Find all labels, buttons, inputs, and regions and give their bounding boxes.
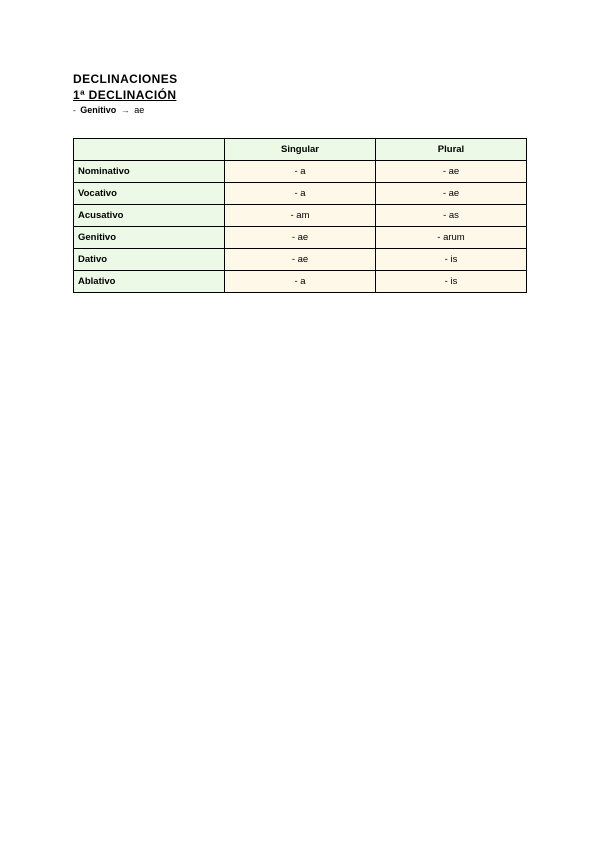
- case-label: Acusativo: [74, 205, 225, 227]
- table-row: [74, 183, 527, 205]
- plural-ending: - arum: [376, 227, 527, 249]
- note-value: ae: [134, 105, 145, 115]
- right-arrow-icon: →: [120, 105, 130, 115]
- table-row: [74, 227, 527, 249]
- header-singular: Singular: [225, 139, 376, 161]
- table-row: [74, 161, 527, 183]
- table-row: [74, 271, 527, 293]
- note-bullet: -: [73, 106, 76, 115]
- singular-ending: - ae: [225, 227, 376, 249]
- case-label: Vocativo: [74, 183, 225, 205]
- plural-ending: - ae: [376, 161, 527, 183]
- plural-ending: - is: [376, 249, 527, 271]
- singular-ending: - a: [225, 161, 376, 183]
- declension-table: [73, 138, 527, 293]
- genitive-note: [73, 103, 528, 118]
- page-title: DECLINACIONES: [73, 72, 178, 86]
- plural-ending: - as: [376, 205, 527, 227]
- singular-ending: - a: [225, 271, 376, 293]
- section-heading: 1ª DECLINACIÓN: [73, 88, 177, 102]
- singular-ending: - am: [225, 205, 376, 227]
- table-header-row: [74, 139, 527, 161]
- document-page: [73, 71, 528, 287]
- singular-ending: - a: [225, 183, 376, 205]
- table-row: [74, 249, 527, 271]
- case-label: Dativo: [74, 249, 225, 271]
- case-label: Nominativo: [74, 161, 225, 183]
- case-label: Genitivo: [74, 227, 225, 249]
- case-label: Ablativo: [74, 271, 225, 293]
- plural-ending: - ae: [376, 183, 527, 205]
- header-plural: Plural: [376, 139, 527, 161]
- singular-ending: - ae: [225, 249, 376, 271]
- table-row: [74, 205, 527, 227]
- header-corner-cell: [74, 139, 225, 161]
- plural-ending: - is: [376, 271, 527, 293]
- note-term: Genitivo: [80, 105, 117, 115]
